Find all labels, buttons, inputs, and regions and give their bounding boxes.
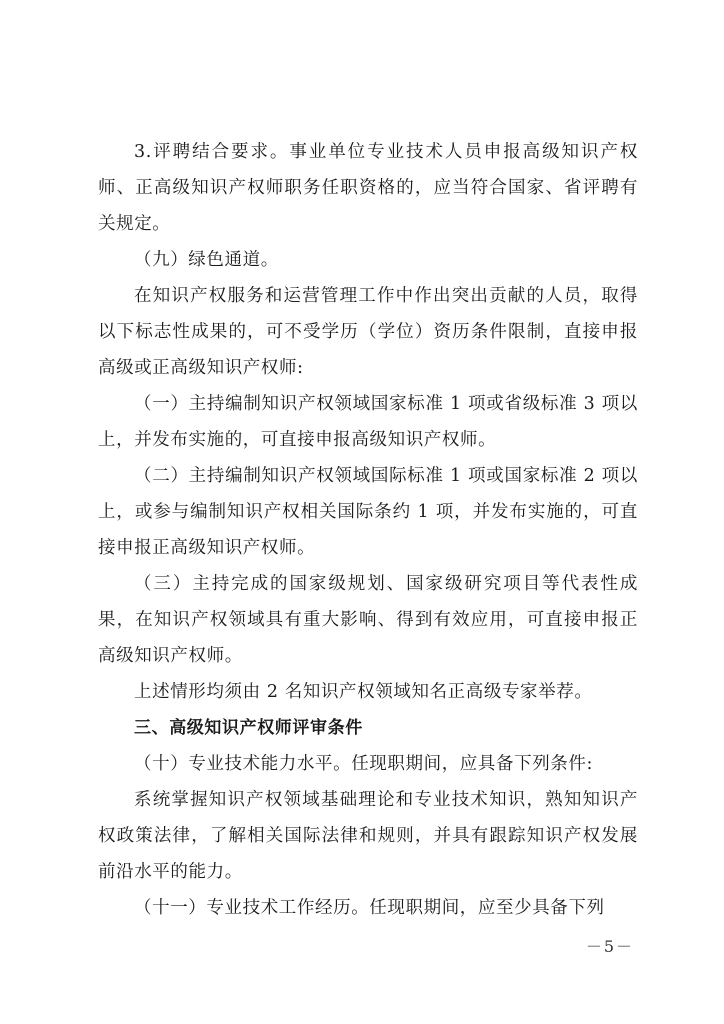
- paragraph-ability-level: （十）专业技术能力水平。任现职期间，应具备下列条件:: [134, 754, 593, 774]
- body-text: [98, 134, 638, 926]
- paragraph-item-1: （一）主持编制知识产权领域国家标准 1 项或省级标准 3 项以上，并发布实施的，可直接申报高级知识产权师。: [98, 394, 638, 450]
- section-heading: 三、高级知识产权师评审条件: [134, 718, 363, 738]
- paragraph-item-2: （二）主持编制知识产权领域国际标准 1 项或国家标准 2 项以上，或参与编制知识产权相关国际条约 1 项，并发布实施的，可直接申报正高级知识产权师。: [98, 466, 638, 558]
- paragraph-work-experience: （十一）专业技术工作经历。任现职期间，应至少具备下列: [134, 898, 605, 918]
- paragraph-evaluation-requirement: 3.评聘结合要求。事业单位专业技术人员申报高级知识产权师、正高级知识产权师职务任职资格的，应当符合国家、省评聘有关规定。: [98, 142, 638, 234]
- paragraph-item-3: （三）主持完成的国家级规划、国家级研究项目等代表性成果，在知识产权领域具有重大影响、得到有效应用，可直接申报正高级知识产权师。: [98, 574, 638, 666]
- paragraph-ability-detail: 系统掌握知识产权领域基础理论和专业技术知识，熟知知识产权政策法律，了解相关国际法律和规则，并具有跟踪知识产权发展前沿水平的能力。: [98, 790, 638, 882]
- page-number: －5－: [585, 937, 634, 956]
- paragraph-green-channel-title: （九）绿色通道。: [134, 250, 279, 270]
- paragraph-green-channel-intro: 在知识产权服务和运营管理工作中作出突出贡献的人员，取得以下标志性成果的，可不受学历（学位）资历条件限制，直接申报高级或正高级知识产权师:: [98, 286, 638, 378]
- paragraph-recommendation: 上述情形均须由 2 名知识产权领域知名正高级专家举荐。: [134, 682, 593, 702]
